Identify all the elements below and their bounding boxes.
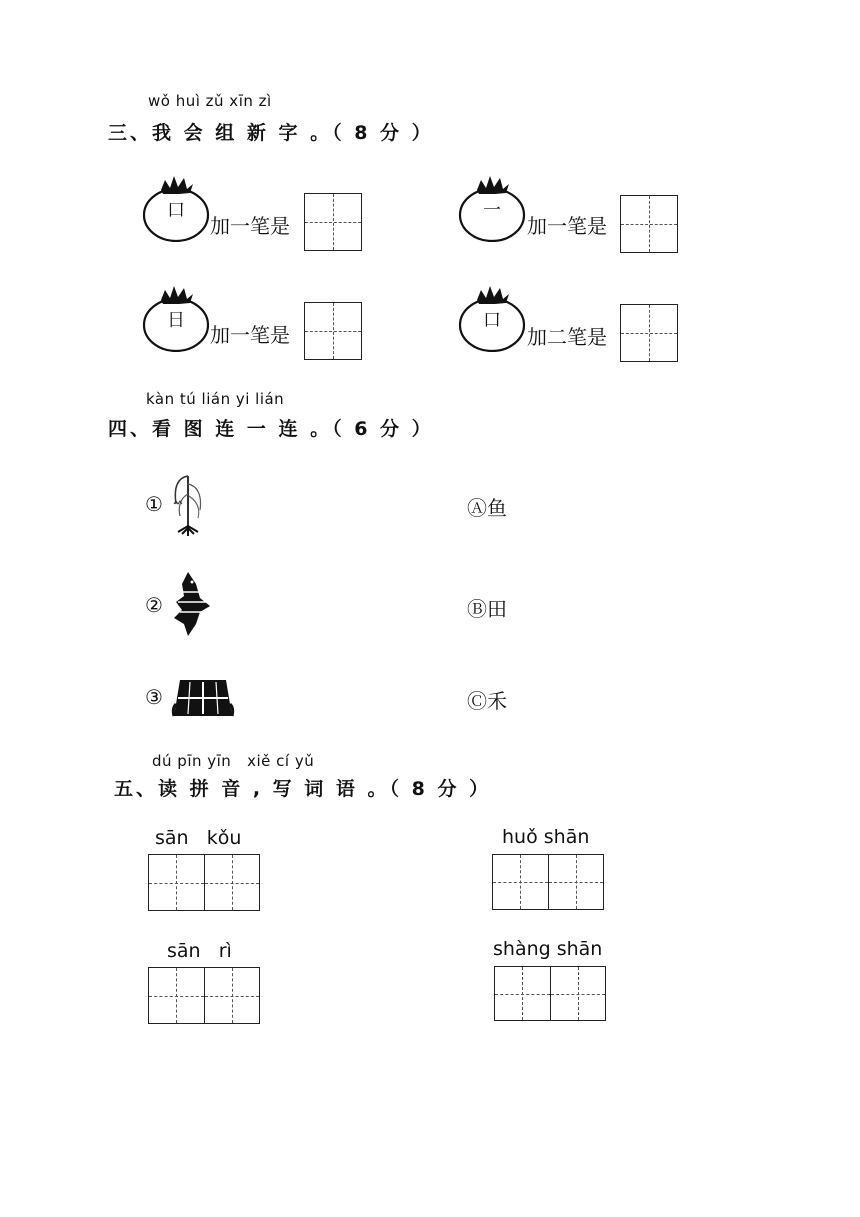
word-pinyin: sān kǒu xyxy=(155,827,242,849)
word-pinyin: huǒ shān xyxy=(502,826,590,848)
section5-heading: 五、读 拼 音 , 写 词 语 。（ 8 分 ） xyxy=(114,778,492,800)
word-answer-box[interactable] xyxy=(148,854,260,911)
option-b: Ⓑ田 xyxy=(467,597,507,621)
word-pinyin: sān rì xyxy=(167,940,232,962)
add-stroke-phrase: 加二笔是 xyxy=(527,325,607,349)
picture-number: ② xyxy=(145,593,163,617)
section4-pinyin: kàn tú lián yi lián xyxy=(146,390,285,408)
fruit-icon xyxy=(457,282,527,352)
rice-plant-icon[interactable] xyxy=(168,466,212,538)
fruit-character: 口 xyxy=(167,200,185,221)
answer-box[interactable] xyxy=(304,302,362,360)
answer-box[interactable] xyxy=(620,304,678,362)
word-answer-box[interactable] xyxy=(148,967,260,1024)
picture-number: ③ xyxy=(145,685,163,709)
section5-pinyin: dú pīn yīn xiě cí yǔ xyxy=(152,752,315,770)
answer-box[interactable] xyxy=(304,193,362,251)
answer-box[interactable] xyxy=(620,195,678,253)
section4-heading: 四、看 图 连 一 连 。（ 6 分 ） xyxy=(108,418,434,440)
fruit-icon xyxy=(141,172,211,242)
word-pinyin: shàng shān xyxy=(493,938,603,960)
field-icon[interactable] xyxy=(170,668,236,720)
section3-heading: 三、我 会 组 新 字 。（ 8 分 ） xyxy=(108,122,434,144)
fruit-character: 口 xyxy=(483,310,501,331)
fruit-character: 日 xyxy=(167,310,185,331)
option-c: Ⓒ禾 xyxy=(467,689,507,713)
fruit-icon xyxy=(457,172,527,242)
option-a: Ⓐ鱼 xyxy=(467,496,507,520)
picture-number: ① xyxy=(145,492,163,516)
word-answer-box[interactable] xyxy=(492,854,604,910)
fruit-icon xyxy=(141,282,211,352)
section3-pinyin: wǒ huì zǔ xīn zì xyxy=(148,92,272,110)
add-stroke-phrase: 加一笔是 xyxy=(210,214,290,238)
add-stroke-phrase: 加一笔是 xyxy=(210,323,290,347)
add-stroke-phrase: 加一笔是 xyxy=(527,214,607,238)
fruit-character: 一 xyxy=(483,200,501,221)
fish-icon[interactable] xyxy=(170,570,214,638)
word-answer-box[interactable] xyxy=(494,966,606,1021)
